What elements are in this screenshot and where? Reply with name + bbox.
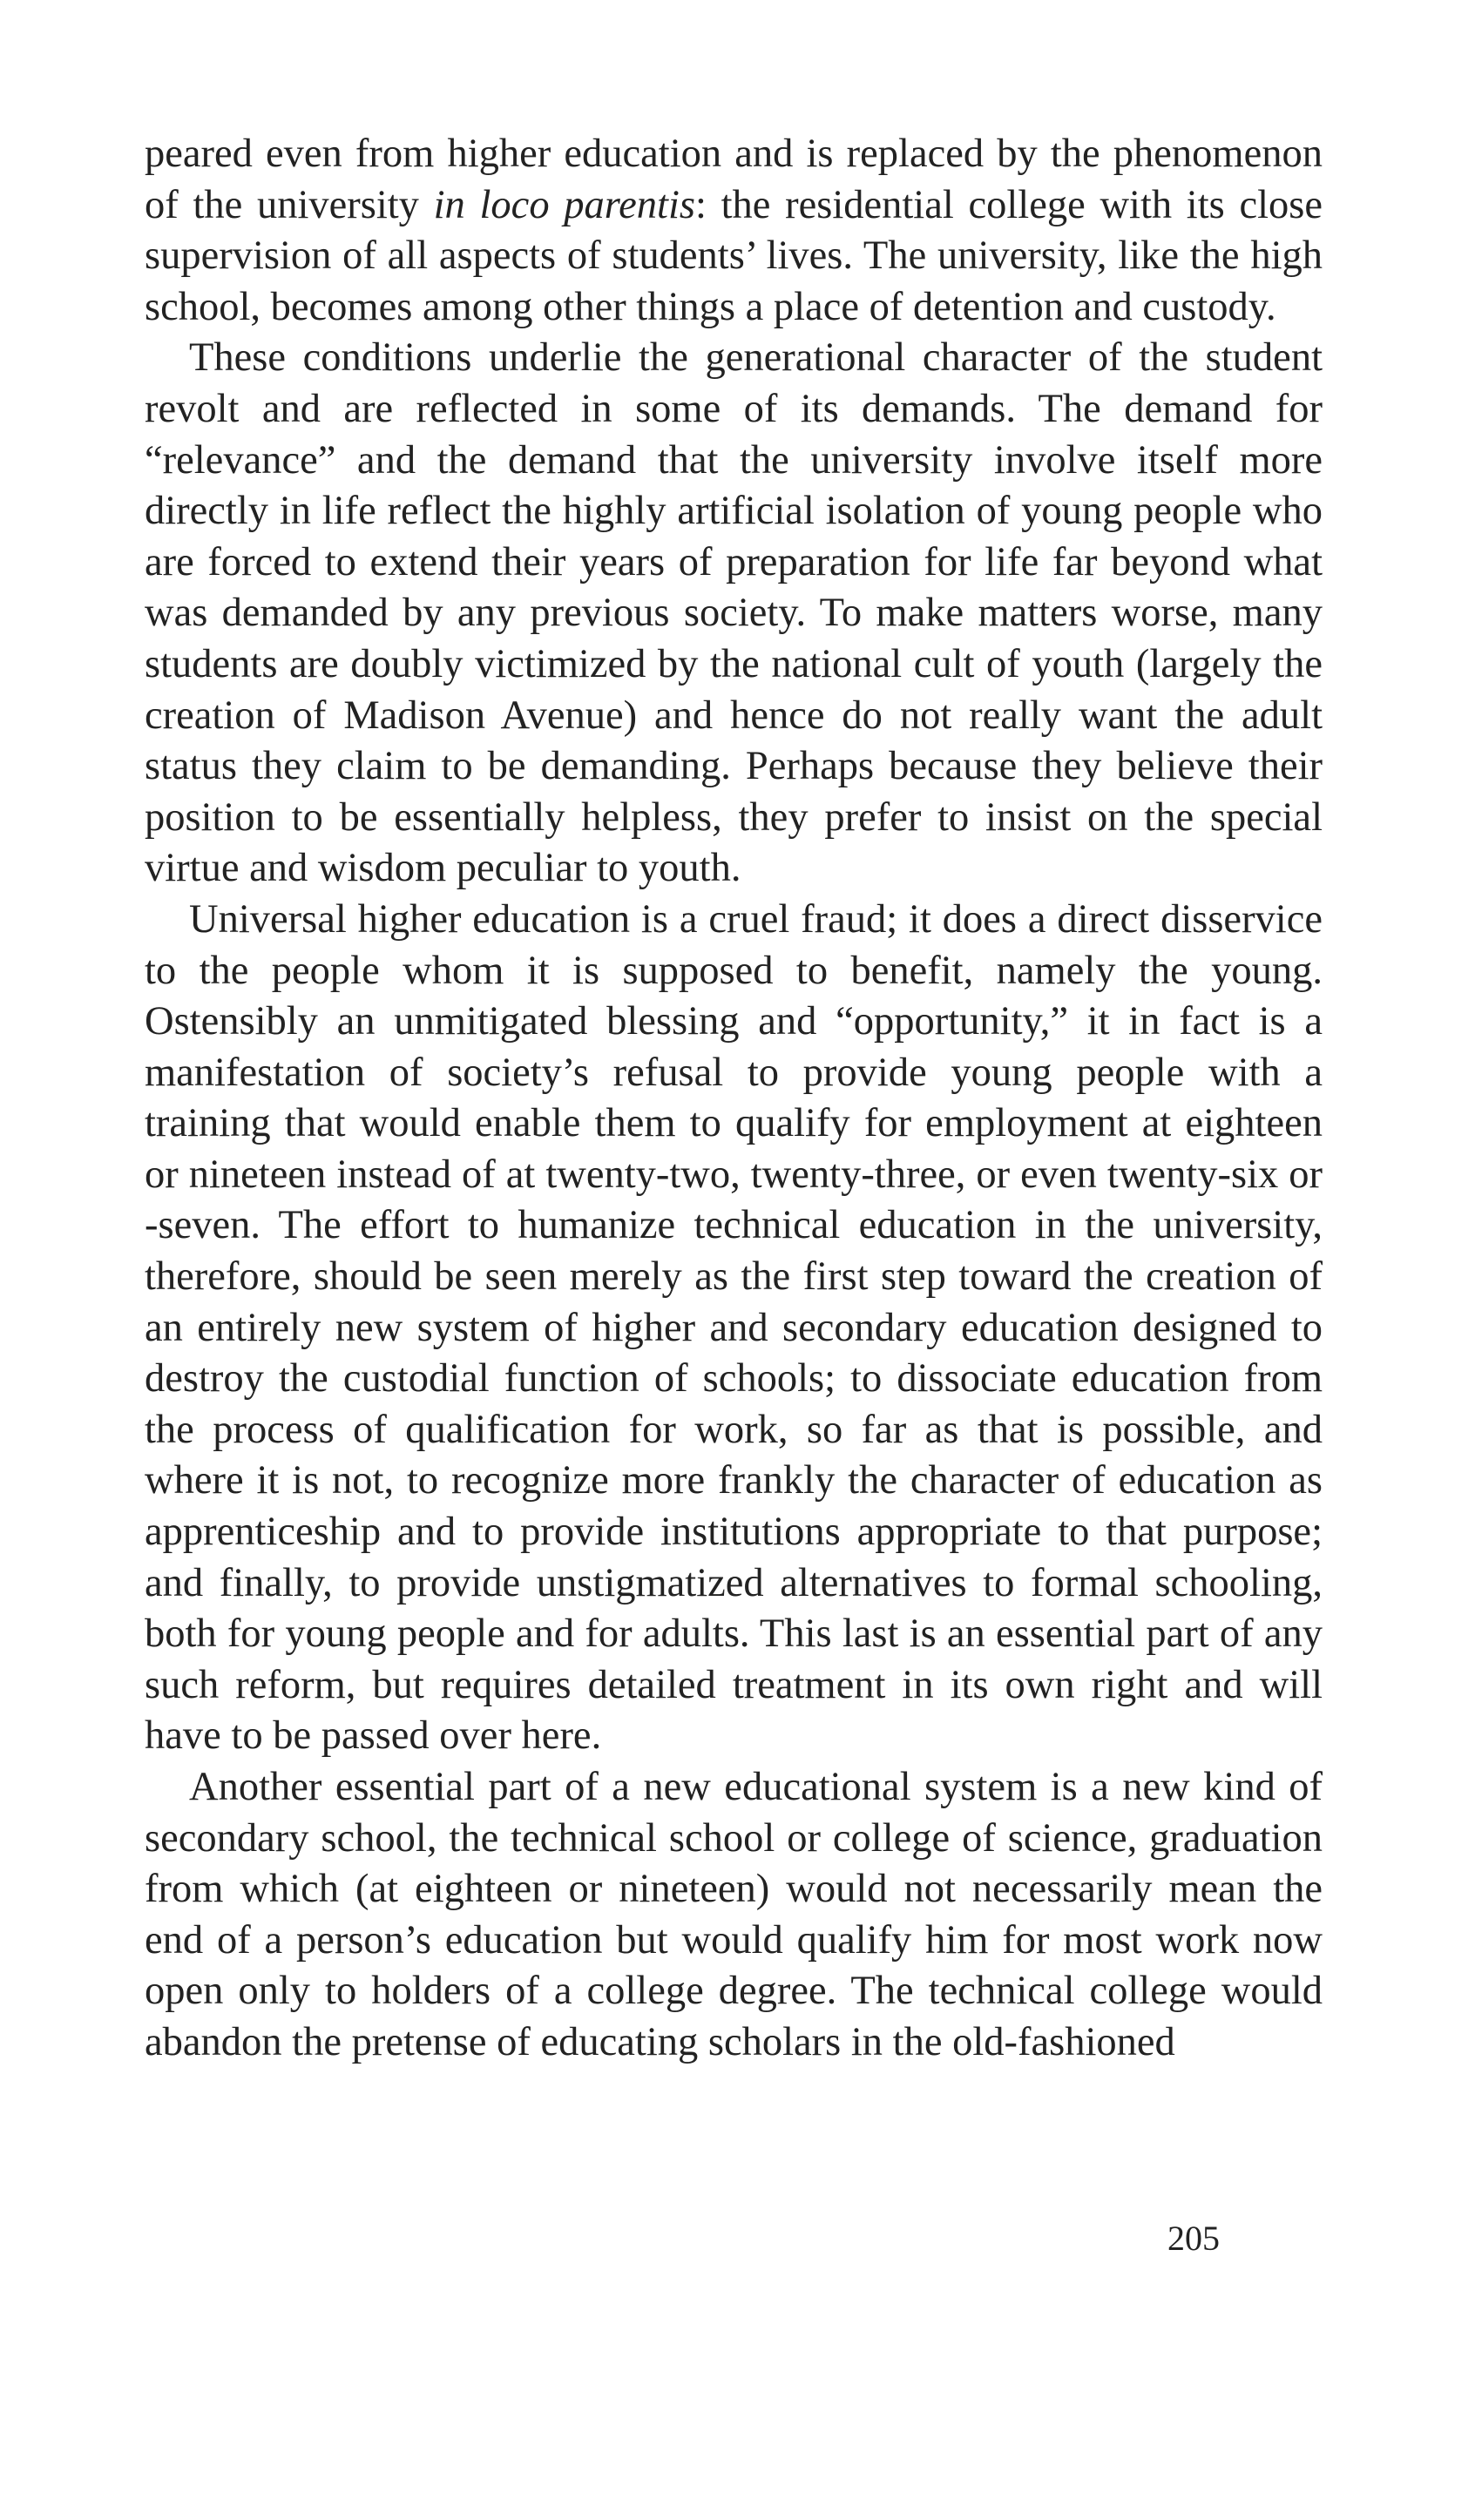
paragraph-continued — [145, 129, 1323, 333]
latin-phrase-italic: in loco parentis — [433, 182, 695, 227]
page-number: 205 — [1167, 2219, 1220, 2258]
paragraph-2: These conditions underlie the generational character of the student revolt and are reflected in some of its demands. The demand for “relevance” and the demand that the university involve itself more directly in life reflect the highly artificial isolation of young people who are forced to extend their years of preparation for life far beyond what was demanded by any previous society. To make matters worse, many students are doubly victimized by the national cult of youth (largely the creation of Madison Avenue) and hence do not really want the adult status they claim to be demanding. Perhaps because they believe their position to be essentially helpless, they prefer to insist on the special virtue and wisdom peculiar to youth. — [145, 335, 1323, 891]
paragraph-4: Another essential part of a new educational system is a new kind of secondary school, the technical school or college of science, graduation from which (at eighteen or nineteen) would not necessarily mean the end of a person’s education but would qualify him for most work now open only to holders of a college degree. The technical college would abandon the pretense of educating scholars in the old-fashioned — [145, 1765, 1323, 2064]
paragraph-1-text-start: peared even from higher education and is replaced by the phenomenon of the university — [145, 132, 1323, 227]
paragraph-1-text-end: : the residential college with its close supervision of all aspects of students’ lives. The university, like the high school, becomes among other things a place of detention and custody. — [145, 182, 1323, 329]
page-body-text — [145, 129, 1323, 2069]
paragraph-3: Universal higher education is a cruel fraud; it does a direct disservice to the people whom it is supposed to benefit, namely the young. Ostensibly an unmitigated blessing and “opportunity,” it in fact is a manifestation of society’s refusal to provide young people with a training that would enable them to qualify for employment at eighteen or nineteen instead of at twenty-two, twenty-three, or even twenty-six or -seven. The effort to humanize technical education in the university, therefore, should be seen merely as the first step toward the creation of an entirely new system of higher and secondary education designed to destroy the custodial function of schools; to dissociate education from the process of qualification for work, so far as that is possible, and where it is not, to recognize more frankly the character of education as apprenticeship and to provide institutions appropriate to that purpose; and finally, to provide unstigmatized alternatives to formal schooling, both for young people and for adults. This last is an essential part of any such reform, but requires detailed treatment in its own right and will have to be passed over here. — [145, 896, 1323, 1759]
